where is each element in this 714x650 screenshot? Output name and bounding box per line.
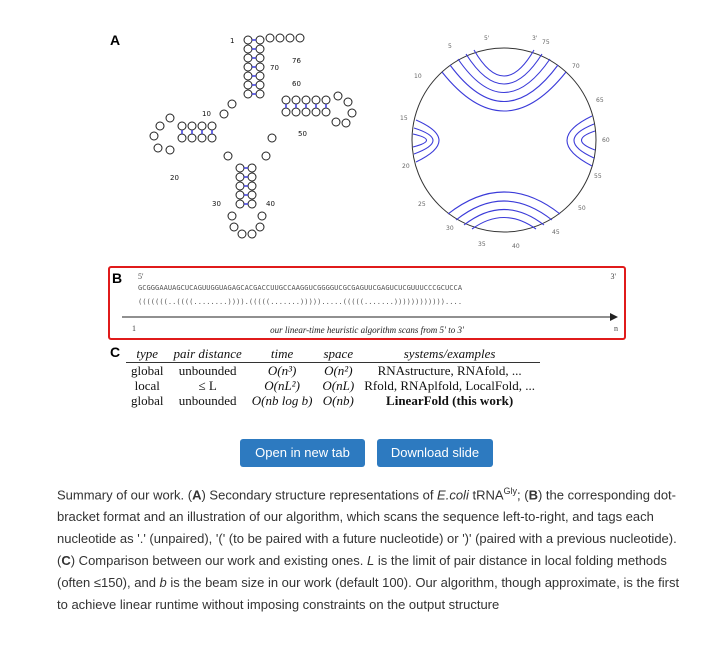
- seq-3prime: 3': [610, 272, 616, 281]
- header-pair-distance: pair distance: [169, 346, 247, 363]
- scan-arrow: [120, 312, 620, 322]
- cloverleaf-diagram: [120, 18, 370, 258]
- comparison-table: [126, 346, 540, 408]
- svg-text:55: 55: [594, 173, 602, 180]
- circle-3prime: 3': [532, 35, 538, 42]
- svg-text:10: 10: [414, 73, 422, 80]
- sequence-text: GCGGGAAUAGCUCAGUUGGUAGAGCACGACCUUGCCAAGGUCGGGGUCGCGAGUUCGAGUCUCGUUUCCCGCUCCA: [138, 284, 463, 292]
- circle-5prime: 5': [484, 35, 490, 42]
- svg-text:50: 50: [578, 205, 586, 212]
- svg-text:20: 20: [402, 163, 410, 170]
- circular-arc-diagram: [392, 20, 622, 260]
- label-30: 30: [212, 200, 221, 208]
- header-time: time: [247, 346, 318, 363]
- svg-text:25: 25: [418, 201, 426, 208]
- table-row: global unbounded O(n³) O(n²) RNAstructure, RNAfold, ...: [131, 363, 522, 378]
- svg-text:30: 30: [446, 225, 454, 232]
- label-50: 50: [298, 130, 307, 138]
- label-70: 70: [270, 64, 279, 72]
- label-60: 60: [292, 80, 301, 88]
- figure-caption: Summary of our work. (A) Secondary structure representations of E.coli tRNA$^{Gly}$; (B) the corresponding dot-bracket format and an illustration of our algorithm, which scans the sequence left-to-right, and tags each nucleotide as '.' (unpaired), '(' (to be paired with a future nucleotide) or ')' (paired with a previous nucleotide). (C) Comparison between our work and existing ones. L is the limit of pair distance in local folding methods (often ≤150), and b is the beam size in our work (default 100). Our algorithm, though approximate, is the first to achieve linear runtime without imposing constraints on the output structure: [57, 486, 680, 613]
- index-start: 1: [132, 324, 136, 333]
- label-1: 1: [230, 37, 235, 45]
- svg-text:5: 5: [448, 43, 452, 50]
- panel-b-highlight: [108, 266, 626, 340]
- svg-text:65: 65: [596, 97, 604, 104]
- table-header-row: [126, 346, 540, 363]
- label-76: 76: [292, 57, 301, 65]
- panel-c-label: C: [110, 344, 121, 360]
- dot-bracket-text: (((((((..((((........)))).(((((.......))))).....(((((.......))))))))))))....: [138, 298, 463, 306]
- seq-5prime: 5': [138, 272, 144, 281]
- svg-text:75: 75: [542, 39, 550, 46]
- index-end: n: [614, 324, 618, 333]
- panel-b-label: B: [112, 270, 123, 286]
- open-in-new-tab-button[interactable]: Open in new tab: [240, 439, 365, 467]
- download-slide-button[interactable]: Download slide: [377, 439, 493, 467]
- table-row: global unbounded O(nb log b) O(nb) LinearFold (this work): [131, 393, 514, 408]
- svg-text:60: 60: [602, 137, 610, 144]
- svg-text:70: 70: [572, 63, 580, 70]
- header-systems: systems/examples: [359, 346, 540, 363]
- svg-text:40: 40: [512, 243, 520, 250]
- figure-image: [108, 18, 626, 426]
- svg-text:15: 15: [400, 115, 408, 122]
- label-10: 10: [202, 110, 211, 118]
- header-type: type: [126, 346, 169, 363]
- header-space: space: [317, 346, 359, 363]
- label-20: 20: [170, 174, 179, 182]
- label-40: 40: [266, 200, 275, 208]
- algorithm-note: our linear-time heuristic algorithm scans from 5' to 3': [270, 325, 464, 335]
- table-row: local ≤ L O(nL²) O(nL) Rfold, RNAplfold, LocalFold, ...: [134, 378, 535, 393]
- svg-text:45: 45: [552, 229, 560, 236]
- svg-text:35: 35: [478, 241, 486, 248]
- panel-a-label: A: [110, 32, 121, 48]
